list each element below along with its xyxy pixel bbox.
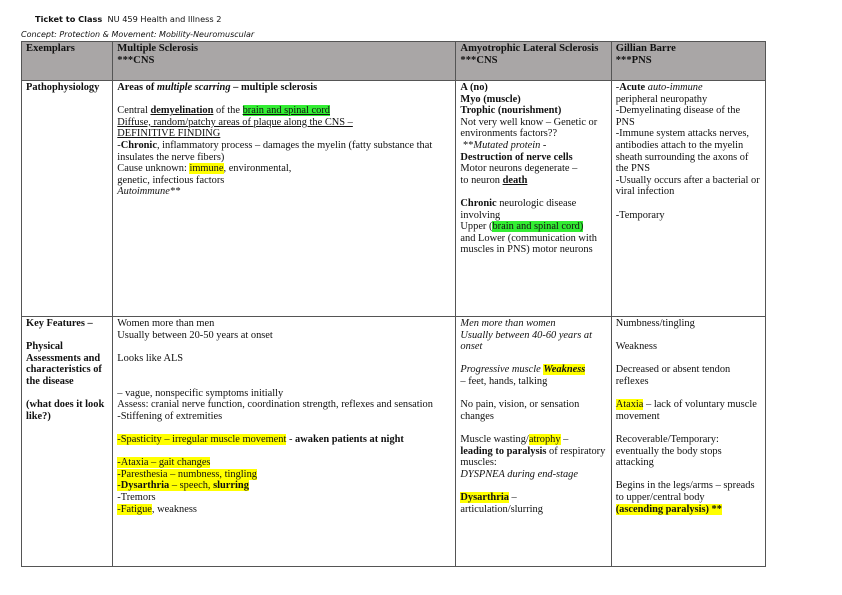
highlight-yellow: -Ataxia – gait changes	[117, 457, 211, 469]
cell-gb-key	[611, 317, 765, 567]
ms-patho-line: DEFINITIVE FINDING	[117, 128, 221, 140]
ms-patho-line: Diffuse, random/patchy areas of plaque along the CNS –	[117, 116, 353, 128]
ms-patho-line: Central demyelination of the brain and spinal cord	[117, 105, 330, 117]
header-als	[456, 42, 611, 81]
ms-key-line: -Tremors	[117, 491, 156, 503]
row-label-pathophysiology	[22, 81, 113, 317]
als-patho-line: Destruction of nerve cells	[460, 151, 573, 163]
als-patho-line: Upper (brain and spinal cord)	[460, 221, 584, 233]
ms-patho-line: Autoimmune**	[117, 186, 181, 198]
als-patho-line: and Lower (communication with muscles in PNS) motor neurons	[460, 232, 597, 256]
als-key-line: Usually between 40-60 years at onset	[460, 329, 593, 353]
header-sub: ***CNS	[117, 54, 155, 66]
gb-key-line: Numbness/tingling	[615, 318, 695, 329]
table-row-pathophysiology	[22, 81, 766, 317]
als-patho-line: Not very well know – Genetic or environments factors??	[460, 116, 598, 140]
als-key-line: Men more than women	[460, 318, 556, 329]
highlight-yellow: Spasticity – irregular muscle movement	[120, 433, 287, 445]
cell-ms-patho	[113, 81, 456, 317]
ms-key-line	[117, 457, 451, 469]
header-label: Exemplars	[26, 43, 75, 54]
als-patho-line: Chronic neurologic disease involving	[460, 197, 577, 221]
highlight-green: brain and spinal cord	[242, 105, 330, 117]
ms-key-line: -Stiffening of extremities	[117, 410, 223, 422]
highlight-yellow: (ascending paralysis) **	[615, 503, 722, 515]
gb-patho-line: -Acute auto-immune	[615, 82, 703, 93]
header-sub: ***CNS	[460, 54, 498, 66]
header-gb	[611, 42, 765, 81]
header-ms	[113, 42, 456, 81]
header-sub: ***PNS	[615, 54, 652, 66]
ticket-label: Ticket to Class	[35, 14, 103, 24]
document-header	[35, 14, 221, 25]
ms-patho-line: genetic, infectious factors	[117, 174, 225, 186]
als-patho-line: A (no)	[460, 82, 488, 93]
header-exemplars	[22, 42, 113, 81]
gb-patho-line: -Demyelinating disease of the PNS	[615, 105, 741, 128]
comparison-table	[21, 41, 766, 567]
als-key-line: Muscle wasting/atrophy –	[460, 433, 569, 445]
als-key-line: DYSPNEA during end-stage	[460, 468, 578, 480]
highlight-yellow: Weakness	[543, 364, 586, 376]
row-label: Pathophysiology	[26, 82, 100, 93]
cell-ms-key	[113, 317, 456, 567]
gb-patho-line: -Temporary	[615, 209, 665, 221]
highlight-yellow: atrophy	[528, 433, 561, 445]
gb-key-line	[616, 504, 761, 516]
als-patho-line: to neuron death	[460, 174, 528, 186]
als-patho-line: Myo (muscle)	[460, 93, 521, 105]
als-key-line: articulation/slurring	[460, 503, 543, 515]
ms-key-line	[117, 469, 451, 481]
ms-patho-line: Areas of multiple scarring – multiple sclerosis	[117, 82, 318, 93]
highlight-yellow: Ataxia	[615, 399, 644, 411]
ms-key-line: Women more than men	[117, 318, 215, 329]
ms-key-line: Looks like ALS	[117, 352, 184, 364]
table-header-row	[22, 42, 766, 81]
gb-patho-line: -Immune system attacks nerves, antibodies attach to the myelin sheath surrounding the axons of the PNS	[615, 128, 750, 175]
als-key-line: – feet, hands, talking	[460, 375, 548, 387]
header-label: Multiple Sclerosis	[117, 43, 199, 54]
als-key-line: Progressive muscle Weakness	[460, 364, 586, 376]
als-key-line: leading to paralysis of respiratory muscles:	[460, 445, 606, 469]
gb-key-line: Recoverable/Temporary: eventually the body stops attacking	[615, 433, 722, 469]
header-label: Amyotrophic Lateral Sclerosis	[460, 43, 599, 54]
header-label: Gillian Barre	[615, 43, 676, 54]
row-label: (what does it look like?)	[26, 399, 105, 422]
highlight-yellow: Dysarthria	[460, 491, 509, 503]
als-key-line: Dysarthria –	[460, 491, 517, 503]
gb-key-line: Ataxia – lack of voluntary muscle movement	[615, 399, 757, 422]
ms-patho-line: -Chronic, inflammatory process – damages the myelin (fatty substance that insulates the nerve fibers)	[117, 139, 433, 163]
ms-key-line: Assess: cranial nerve function, coordination strength, reflexes and sensation	[117, 399, 433, 411]
gb-key-line: Weakness	[615, 341, 658, 353]
gb-patho-line: peripheral neuropathy	[615, 93, 708, 105]
highlight-yellow: immune	[189, 163, 224, 175]
als-patho-line: **Mutated protein -	[460, 139, 547, 151]
gb-key-line: Decreased or absent tendon reflexes	[615, 364, 731, 387]
row-label: Key Features –	[26, 318, 93, 329]
als-patho-line: Motor neurons degenerate –	[460, 163, 578, 175]
concept-subtitle: Concept: Protection & Movement: Mobility-Neuromuscular	[21, 30, 255, 39]
row-label-key-features	[22, 317, 113, 567]
highlight-yellow: -Paresthesia – numbness, tingling	[117, 468, 257, 480]
cell-als-patho	[456, 81, 611, 317]
ms-key-line: Usually between 20-50 years at onset	[117, 329, 273, 341]
cell-als-key	[456, 317, 611, 567]
ms-key-line: -Dysarthria – speech, slurring	[117, 480, 249, 492]
cell-gb-patho	[611, 81, 765, 317]
ms-key-line: -Fatigue, weakness	[117, 503, 197, 515]
gb-key-line: Begins in the legs/arms – spreads to upper/central body	[615, 480, 755, 503]
course-title: NU 459 Health and Illness 2	[107, 14, 222, 24]
ms-key-line: – vague, nonspecific symptoms initially	[117, 387, 284, 399]
ms-patho-line: Cause unknown: immune, environmental,	[117, 163, 292, 175]
ms-key-line: -Spasticity – irregular muscle movement - awaken patients at night	[117, 433, 404, 445]
als-key-line: No pain, vision, or sensation changes	[460, 399, 580, 422]
als-patho-line: Trophic (nourishment)	[460, 105, 562, 117]
highlight-green: brain and spinal cord)	[492, 221, 584, 233]
gb-patho-line: -Usually occurs after a bacterial or viral infection	[615, 174, 760, 198]
row-label: Physical Assessments and characteristics of the disease	[26, 341, 102, 387]
table-row-key-features	[22, 317, 766, 567]
